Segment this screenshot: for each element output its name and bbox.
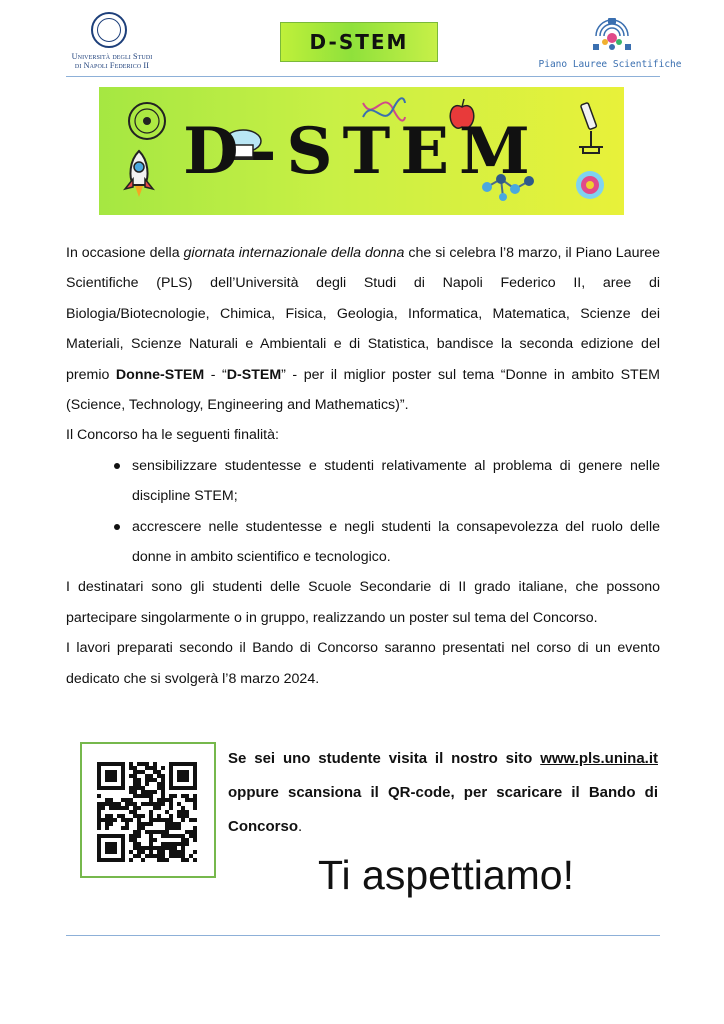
- intro-paragraph: In occasione della giornata internazionale della donna che si celebra l’8 marzo, il Piano Lauree Scientifiche (PLS) dell’Università degli Studi di Napoli Federico II, aree di Biologia/Biotecnologie, Chimica, Fisica, Geologia, Informatica, Matematica, Scienze dei Materiali, Scienze Naturali e Ambientali e di Statistica, bandisce la seconda edizione del premio Donne-STEM - “D-STEM” - per il miglior poster sul tema “Donne in ambito STEM (Science, Technology, Engineering and Mathematics)”.: [66, 245, 660, 414]
- university-seal-icon: [91, 12, 127, 48]
- list-item: accrescere nelle studentesse e negli studenti la consapevolezza del ruolo delle donne in ambito scientifico e tecnologico.: [66, 512, 660, 573]
- university-logo-line-1: Università degli Studi: [71, 52, 153, 61]
- qr-modules: [97, 762, 197, 862]
- pls-logo: [524, 14, 696, 72]
- header-divider: [66, 76, 660, 77]
- list-item: sensibilizzare studentesse e studenti relativamente al problema di genere nelle discipline STEM;: [66, 451, 660, 512]
- prize-acronym: D-STEM: [226, 366, 282, 383]
- page-header: [0, 0, 724, 80]
- goals-intro: Il Concorso ha le seguenti finalità:: [66, 427, 279, 444]
- closing-message: Ti aspettiamo!: [318, 852, 574, 898]
- event-paragraph: I lavori preparati secondo il Bando di Concorso saranno presentati nel corso di un evento dedicato che si svolgerà l’8 marzo 2024.: [66, 640, 660, 687]
- university-logo-line-2: di Napoli Federico II: [74, 61, 150, 70]
- banner-title: D-STEM: [183, 113, 540, 189]
- international-womens-day-text: giornata internazionale della donna: [183, 245, 405, 261]
- recipients-paragraph: I destinatari sono gli studenti delle Scuole Secondarie di II grado italiane, che possono partecipare singolarmente o in gruppo, realizzando un poster sul tema del Concorso.: [66, 579, 660, 626]
- call-to-action: Se sei uno studente visita il nostro sito www.pls.unina.it oppure scansiona il QR-code, per scaricare il Bando di Concorso.: [228, 750, 658, 835]
- footer-divider: [66, 935, 660, 936]
- website-link[interactable]: www.pls.unina.it: [540, 750, 658, 767]
- goals-list: [66, 451, 660, 573]
- dstem-banner: [99, 87, 624, 215]
- qr-code[interactable]: [80, 742, 216, 878]
- pls-logo-text: Piano Lauree Scientifiche: [538, 59, 682, 70]
- announcement-body: [66, 238, 660, 694]
- prize-name: Donne-STEM: [115, 366, 205, 383]
- qr-code-icon: [97, 762, 201, 862]
- small-dstem-banner: D-STEM: [280, 22, 438, 62]
- bullet-icon: [114, 524, 120, 530]
- pls-network-icon: [590, 14, 634, 54]
- university-logo: [66, 12, 158, 74]
- bullet-icon: [114, 463, 120, 469]
